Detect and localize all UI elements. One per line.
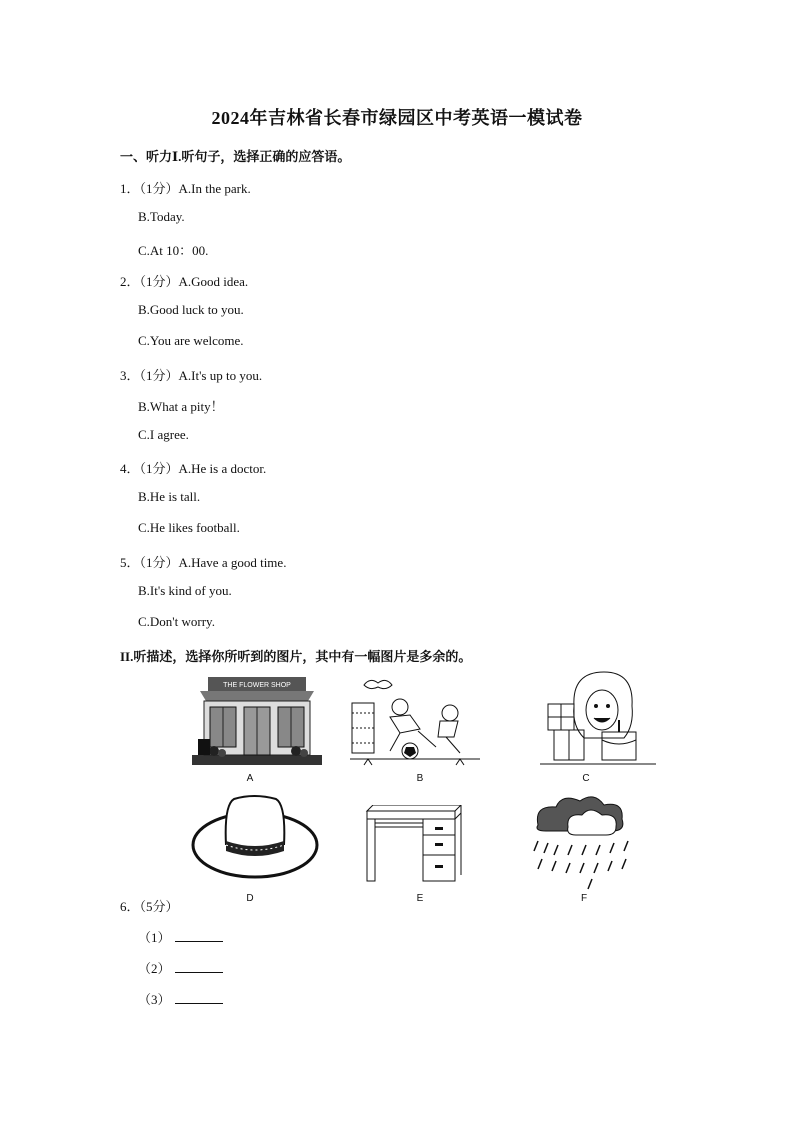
question-2-stem: 2．（1分）A.Good idea. bbox=[120, 274, 249, 289]
blank-number: （1） bbox=[138, 930, 171, 945]
question-5-option-b: B.It's kind of you. bbox=[138, 583, 232, 598]
question-3-option-b: B.What a pity！ bbox=[138, 399, 224, 414]
picture-e-label: E bbox=[416, 893, 424, 904]
picture-c-label: C bbox=[582, 773, 590, 784]
blank-number: （2） bbox=[138, 961, 171, 976]
picture-d-label: D bbox=[246, 893, 254, 904]
picture-a-label: A bbox=[246, 773, 254, 784]
question-6-stem: 6．（5分） bbox=[120, 899, 179, 914]
question-1-option-c: C.At 10：00. bbox=[138, 243, 209, 258]
picture-f-label: F bbox=[580, 893, 588, 904]
page-title: 2024年吉林省长春市绿园区中考英语一模试卷 bbox=[211, 108, 583, 128]
question-1-option-b: B.Today. bbox=[138, 209, 185, 224]
picture-c-birthday-girl bbox=[540, 670, 656, 770]
picture-a-flower-shop bbox=[192, 673, 322, 765]
picture-e-desk bbox=[363, 805, 463, 883]
question-2-option-c: C.You are welcome. bbox=[138, 333, 244, 348]
question-1-stem: 1．（1分）A.In the park. bbox=[120, 181, 251, 196]
picture-b-football bbox=[350, 673, 480, 773]
question-2-option-b: B.Good luck to you. bbox=[138, 302, 244, 317]
picture-b-label: B bbox=[416, 773, 424, 784]
question-5-stem: 5．（1分）A.Have a good time. bbox=[120, 555, 287, 570]
shop-sign-text: THE FLOWER SHOP bbox=[223, 682, 291, 689]
picture-d-hat bbox=[190, 795, 320, 887]
question-5-option-c: C.Don't worry. bbox=[138, 614, 215, 629]
question-4-option-b: B.He is tall. bbox=[138, 489, 201, 504]
answer-blank[interactable] bbox=[175, 929, 223, 942]
question-4-option-c: C.He likes football. bbox=[138, 520, 240, 535]
blank-number: （3） bbox=[138, 992, 171, 1007]
answer-blank[interactable] bbox=[175, 991, 223, 1004]
section-heading-listening-1: 一、听力Ⅰ.听句子，选择正确的应答语。 bbox=[120, 149, 351, 164]
question-6-blank-2 bbox=[138, 958, 223, 977]
question-6-blank-1 bbox=[138, 927, 223, 946]
answer-blank[interactable] bbox=[175, 960, 223, 973]
question-4-stem: 4．（1分）A.He is a doctor. bbox=[120, 461, 267, 476]
question-3-option-c: C.I agree. bbox=[138, 427, 189, 442]
question-6-blank-3 bbox=[138, 989, 223, 1008]
question-3-stem: 3．（1分）A.It's up to you. bbox=[120, 368, 263, 383]
section-heading-listening-2: II.听描述，选择你所听到的图片，其中有一幅图片是多余的。 bbox=[120, 649, 472, 664]
picture-f-rain-clouds bbox=[528, 795, 648, 895]
